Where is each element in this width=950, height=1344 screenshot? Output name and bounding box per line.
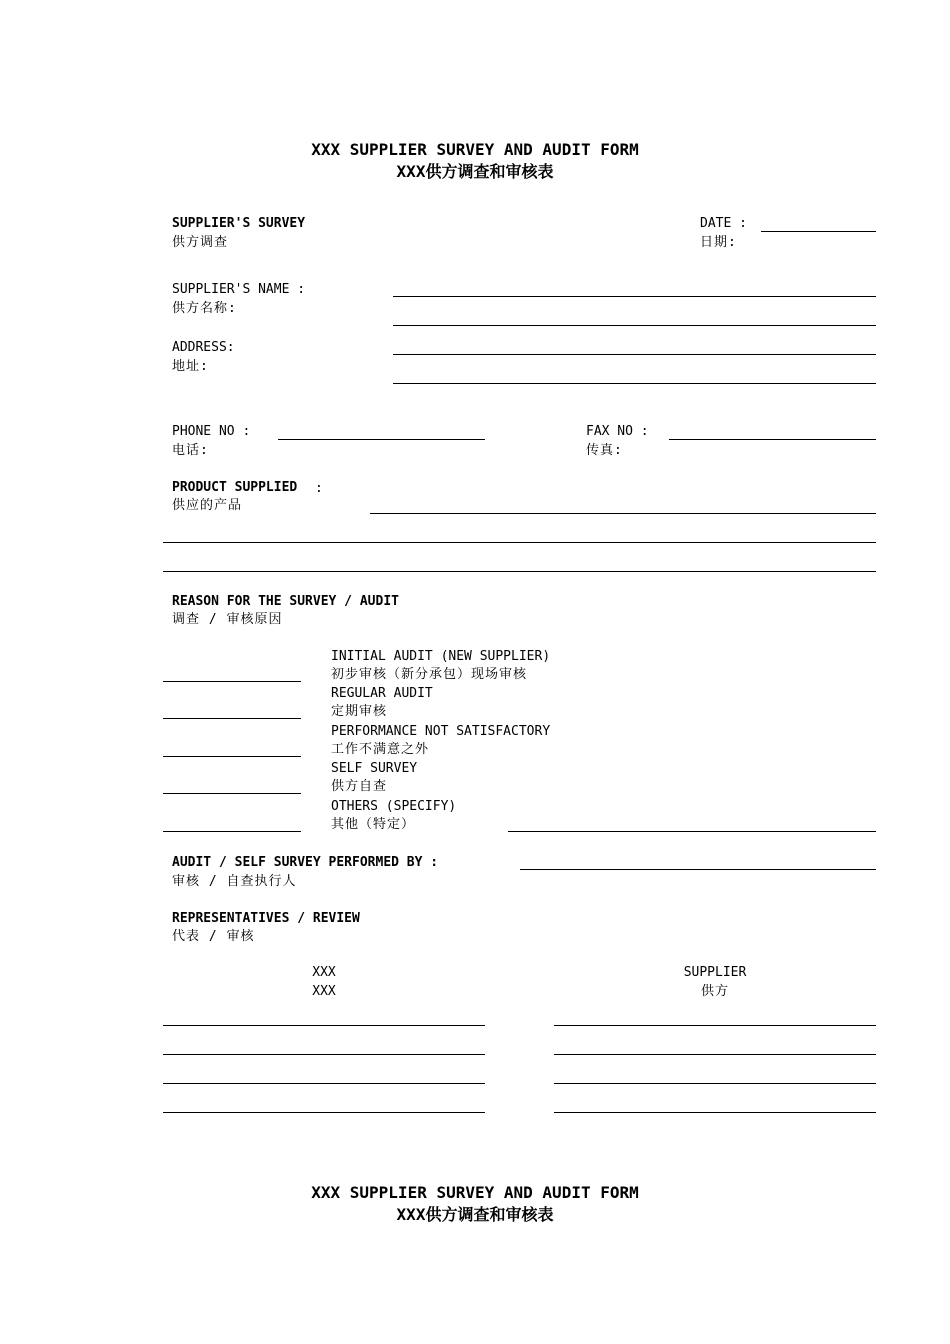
representative-right-line-4[interactable] [554, 1112, 876, 1113]
option-regular-audit-cn: 定期审核 [331, 704, 388, 719]
representative-left-header-2: XXX [312, 984, 336, 999]
product-supplied-label: PRODUCT SUPPLIED [172, 480, 298, 495]
option-initial-audit: INITIAL AUDIT (NEW SUPPLIER) [331, 649, 551, 664]
date-label: DATE : [700, 216, 747, 231]
reason-label: REASON FOR THE SURVEY / AUDIT [172, 594, 399, 609]
representative-left-line-3[interactable] [163, 1083, 485, 1084]
product-supplied-field-3[interactable] [163, 571, 876, 572]
fax-field[interactable] [669, 439, 876, 440]
checkbox-line-others[interactable] [163, 831, 301, 832]
address-label: ADDRESS: [172, 340, 235, 355]
option-self-survey: SELF SURVEY [331, 761, 418, 776]
product-supplied-colon: : [315, 481, 323, 496]
fax-label-cn: 传真: [586, 443, 623, 458]
supplier-name-label: SUPPLIER'S NAME : [172, 282, 306, 297]
date-label-cn: 日期: [700, 235, 737, 250]
checkbox-line-performance[interactable] [163, 756, 301, 757]
representatives-label: REPRESENTATIVES / REVIEW [172, 911, 360, 926]
checkbox-line-initial-audit[interactable] [163, 681, 301, 682]
representatives-label-cn: 代表 / 审核 [172, 929, 255, 944]
checkbox-line-self-survey[interactable] [163, 793, 301, 794]
reason-label-cn: 调查 / 审核原因 [172, 612, 283, 627]
supplier-name-label-cn: 供方名称: [172, 301, 237, 316]
address-field-2[interactable] [393, 383, 876, 384]
performed-by-label-cn: 审核 / 自查执行人 [172, 874, 297, 889]
performed-by-field[interactable] [520, 869, 876, 870]
form-title-en: XXX SUPPLIER SURVEY AND AUDIT FORM [311, 140, 639, 159]
option-performance: PERFORMANCE NOT SATISFACTORY [331, 724, 551, 739]
phone-field[interactable] [278, 439, 485, 440]
supplier-name-field[interactable] [393, 296, 876, 297]
representative-left-line-4[interactable] [163, 1112, 485, 1113]
address-label-cn: 地址: [172, 359, 209, 374]
representative-left-line-1[interactable] [163, 1025, 485, 1026]
option-regular-audit: REGULAR AUDIT [331, 686, 433, 701]
product-supplied-field-2[interactable] [163, 542, 876, 543]
phone-label: PHONE NO : [172, 424, 251, 439]
product-supplied-label-cn: 供应的产品 [172, 498, 243, 513]
representative-right-line-1[interactable] [554, 1025, 876, 1026]
representative-left-line-2[interactable] [163, 1054, 485, 1055]
performed-by-label: AUDIT / SELF SURVEY PERFORMED BY : [172, 855, 439, 870]
option-initial-audit-cn: 初步审核（新分承包）现场审核 [331, 667, 528, 682]
representative-right-header: SUPPLIER [683, 965, 747, 980]
representative-right-header-cn: 供方 [700, 984, 729, 999]
fax-label: FAX NO : [586, 424, 649, 439]
representative-right-line-2[interactable] [554, 1054, 876, 1055]
address-field[interactable] [393, 354, 876, 355]
footer-title-cn: XXX供方调查和审核表 [396, 1205, 554, 1224]
representative-left-header: XXX [312, 965, 336, 980]
form-title-cn: XXX供方调查和审核表 [396, 162, 554, 181]
date-field[interactable] [761, 231, 876, 232]
supplier-survey-label-cn: 供方调查 [172, 235, 229, 250]
product-supplied-field[interactable] [370, 513, 876, 514]
option-performance-cn: 工作不满意之外 [331, 742, 430, 757]
option-others: OTHERS (SPECIFY) [331, 799, 457, 814]
option-self-survey-cn: 供方自查 [331, 779, 388, 794]
supplier-name-field-2[interactable] [393, 325, 876, 326]
checkbox-line-regular-audit[interactable] [163, 718, 301, 719]
option-others-cn: 其他（特定） [331, 817, 416, 832]
phone-label-cn: 电话: [172, 443, 209, 458]
footer-title-en: XXX SUPPLIER SURVEY AND AUDIT FORM [311, 1183, 639, 1202]
supplier-survey-label: SUPPLIER'S SURVEY [172, 216, 306, 231]
representative-right-line-3[interactable] [554, 1083, 876, 1084]
others-specify-field[interactable] [508, 831, 876, 832]
